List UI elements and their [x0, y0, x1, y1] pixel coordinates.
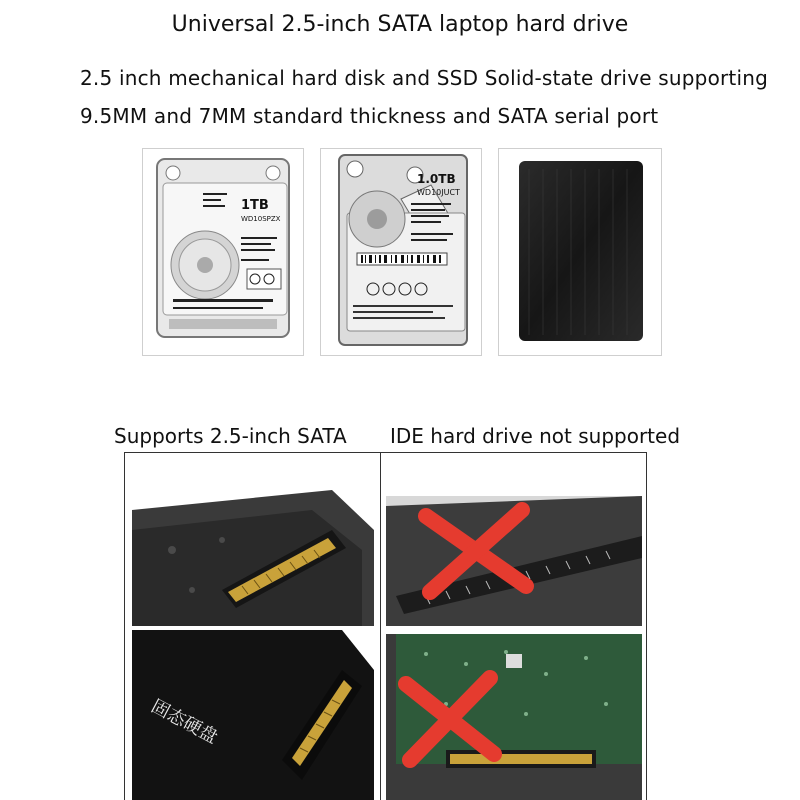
hdd-panel-1: [142, 148, 304, 356]
frame-line-top-left: [124, 452, 380, 453]
frame-line-middle: [380, 452, 381, 800]
frame-line-right: [646, 452, 647, 800]
hdd-panel-2: [320, 148, 482, 356]
frame-line-left: [124, 452, 125, 800]
ssd-label-text: 固态硬盘: [147, 695, 222, 749]
hdd-1tb-image: [143, 149, 303, 355]
ide-drive-photo: [386, 496, 642, 626]
hdd-2-capacity: 1.0TB: [417, 172, 456, 186]
hdd-1-capacity: 1TB: [241, 198, 269, 213]
sata-hdd-connector-photo: [132, 490, 374, 626]
hdd-2-model: WD10JUCT: [417, 188, 460, 197]
unsupported-caption: IDE hard drive not supported: [390, 424, 681, 448]
ssd-panel: [498, 148, 662, 356]
hdd-1-model: WD10SPZX: [241, 215, 281, 223]
page-title: Universal 2.5-inch SATA laptop hard drive: [171, 12, 629, 37]
hdd-1-0tb-image: [321, 149, 481, 355]
description-line-1: 2.5 inch mechanical hard disk and SSD Solid-state drive supporting: [80, 66, 769, 90]
frame-line-top-right: [380, 452, 646, 453]
supported-caption: Supports 2.5-inch SATA: [114, 424, 347, 448]
pcb-drive-photo: [386, 634, 642, 800]
description-line-2: 9.5MM and 7MM standard thickness and SATA serial port: [80, 104, 659, 128]
sata-ssd-photo: [132, 630, 374, 800]
ssd-black-image: [499, 149, 661, 355]
